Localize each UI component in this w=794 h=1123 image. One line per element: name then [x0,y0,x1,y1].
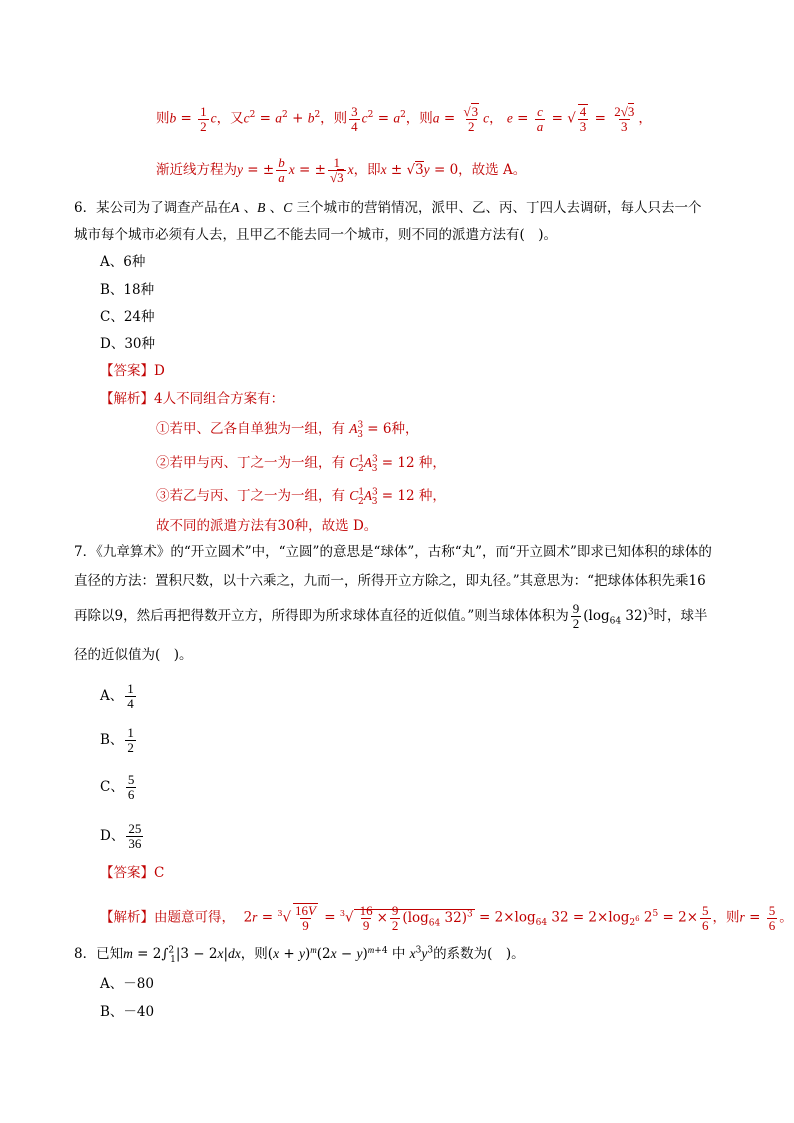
q5-solution-line2: 渐近线方程为y = ± $\frac{b}{a}$ x = ± $\frac{1}{√3}$ x，即x ± √3y = 0，故选 A。 [156,155,527,185]
option-label: C、 [100,779,124,795]
q7-answer [100,864,164,882]
text: ，又 [216,110,244,127]
analysis-text: 由题意可得， [154,909,235,926]
option-label: D、 [100,828,125,844]
q8-option-b: B、－40 [100,1004,155,1020]
q7-option-a [100,682,138,711]
option-denominator: 2 [127,740,134,755]
q6-option-b: B、18种 [100,282,155,298]
option-numerator: 1 [127,681,134,696]
text: ，则 [405,110,433,127]
option-numerator: 25 [128,821,142,836]
text: ， [489,110,503,127]
q7-option-d [100,822,145,851]
q6-analysis [100,390,284,408]
q7-stem-line1 [74,543,712,561]
analysis-label: 【解析】 [100,909,154,926]
analysis-text: 4人不同组合方案有： [154,391,285,407]
question-number: 8． [74,946,97,962]
option-label: A、 [100,688,124,704]
q8-option-a: A、－80 [100,976,154,992]
text: 中 [391,946,406,962]
text: ，故选 A。 [458,162,527,178]
q6-stem-line2 [74,226,557,244]
option-denominator: 6 [127,787,135,802]
answer-label: 【答案】 [100,363,154,379]
q7-analysis: 【解析】由题意可得， 2r = $^3$√ $\frac{16V}{9}$ = $^3$√ $\frac{16}{9}$ × $\frac{9}{2}$ ($\log_{64}$ $32)^3 = 2\times\log_{64}$ $32 = 2\times\log_{2^6}$ $2^5 = 2\times$ $\frac{5}{6}$ ，则r = $\frac{5}{6}$ 。 [100,902,793,933]
q7-option-b [100,726,138,755]
q7-stem-line4: 径的近似值为( )。 [74,647,193,663]
text: 时，球半 [653,608,708,624]
question-number: 6． [74,200,97,216]
text: 渐近线方程为 [156,162,237,178]
option-denominator: 4 [127,696,134,711]
q7-option-c [100,773,138,802]
text: 的系数为( )。 [433,946,525,962]
text: 三个城市的营销情况，派甲、乙、丙、丁四人去调研，每人只去一个 [296,200,702,216]
option-numerator: 1 [127,725,134,740]
q6-stem-line1: 6．某公司为了调查产品在A 、B 、C 三个城市的营销情况，派甲、乙、丙、丁四人去调研，每人只去一个 [74,200,702,216]
q6-case1: ①若甲、乙各自单独为一组，有 $A^3_3 = 6$种， [156,420,419,440]
text: 城市每个城市必须有人去，且甲乙不能去同一个城市，则不同的派遣方法有( )。 [74,227,558,243]
q6-case3: ③若乙与丙、丁之一为一组，有 $C^1_2A^3_3 = 12$ 种， [156,487,446,507]
text: 已知 [96,946,124,962]
q6-case2: ②若甲与丙、丁之一为一组，有 $C^1_2A^3_3 = 12$ 种， [156,454,446,474]
q5-solution-line1: 则b = $\frac{1}{2}$ c，又$c^2 = a^2 + b^2$，则 $\frac{3}{4}$ $c^2 = a^2$，则a = $\frac{√3}{2}$ c， e = $\frac{c}{a}$ = √ $\frac{4}{3}$ = $\frac{2√3}{3}$ ， [156,103,652,134]
answer-label: 【答案】 [100,865,154,881]
q6-conclusion: 故不同的派遣方法有30种，故选 D。 [156,518,378,534]
text: 种， [418,455,446,471]
text: ，则 [320,110,348,127]
text: ，则 [240,946,268,962]
text: ①若甲、乙各自单独为一组，有 [156,421,345,437]
text: ②若甲与丙、丁之一为一组，有 [156,455,345,471]
answer-value: D [154,363,165,379]
text: ，则 [712,909,740,926]
question-number: 7． [74,544,97,560]
q6-option-d: D、30种 [100,336,156,352]
q6-option-c: C、24种 [100,309,155,325]
text: 《九章算术》的“开立圆术”中，“立圆”的意思是“球体”，古称“丸”，而“开立圆术”即求已知体积的球体的 [96,544,712,560]
q7-stem-line3: 再除以9，然后再把得数开立方，所得即为所求球体直径的近似值。”则当球体体积为 $\frac{9}{2}$ ($\log_{64}$ 32)$^3$时，球半 [74,601,708,631]
answer-value: C [154,865,165,881]
text: ， [638,110,652,127]
text: 某公司为了调查产品在 [96,200,232,216]
text: ，即 [353,162,381,178]
q6-option-a: A、6种 [100,254,146,270]
option-numerator: 5 [127,772,135,787]
q8-stem: 8．已知m = 2∫$^2_1$|3 − 2x|dx，则$(x + y)^m(2x - y)^{m+4}$ 中 $x^3y^3$的系数为( )。 [74,944,525,965]
option-denominator: 36 [128,836,142,851]
text: 再除以9，然后再把得数开立方，所得即为所求球体直径的近似值。”则当球体体积为 [74,608,569,624]
q7-stem-line2: 直径的方法：置积尺数，以十六乘之，九而一，所得开立方除之，即丸径。”其意思为：“把球体体积先乘16 [74,573,706,589]
text: 则 [156,110,170,127]
text: 种， [391,421,419,437]
text: 种， [418,488,446,504]
analysis-label: 【解析】 [100,391,154,407]
option-label: B、 [100,732,124,748]
q6-answer [100,362,165,380]
text: ③若乙与丙、丁之一为一组，有 [156,488,345,504]
